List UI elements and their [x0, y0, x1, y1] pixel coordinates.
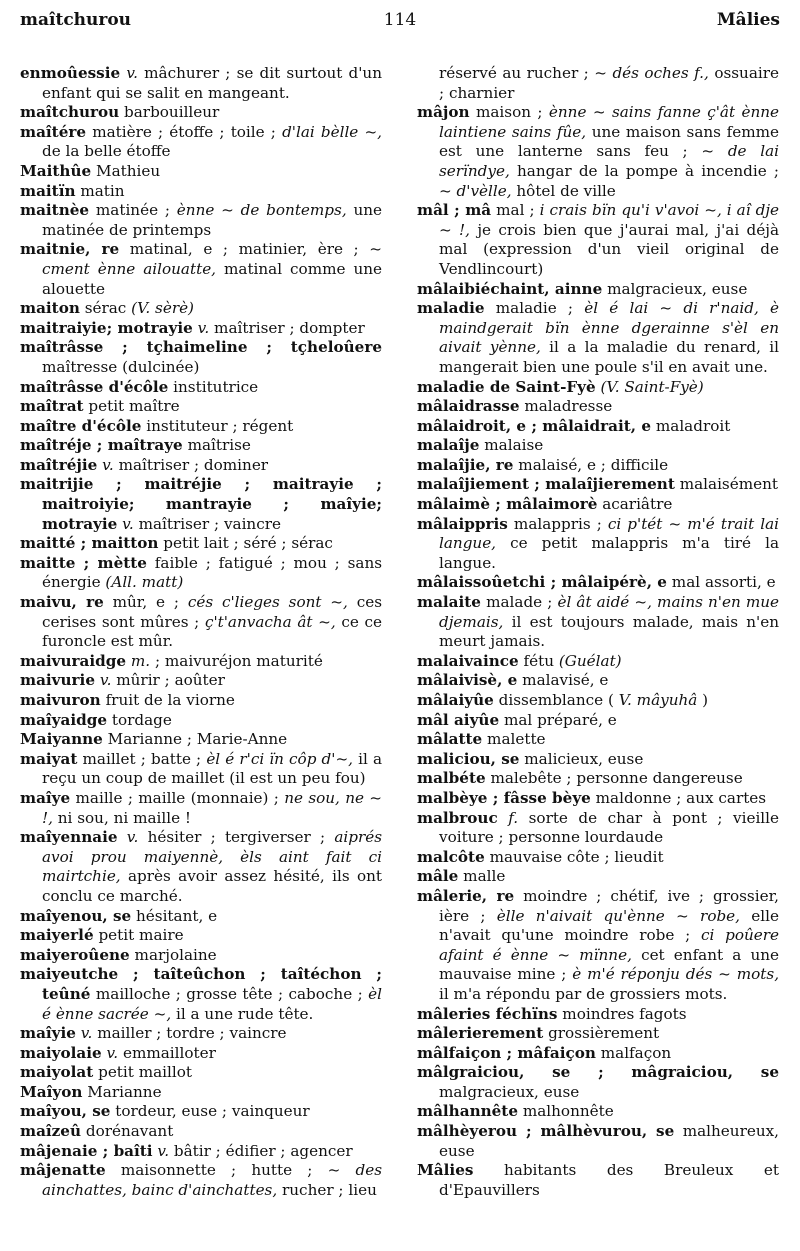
dictionary-entry [20, 965, 382, 1024]
definition: maillet ; batte ; [82, 749, 202, 768]
definition: moindre ; chétif, ive ; grossier, ière ; [439, 886, 779, 925]
example: ~ cment ènne ailouatte, [42, 240, 383, 278]
headword: mâlaibiéchaint, ainne [417, 279, 603, 298]
headword: maîyenou, se [20, 906, 132, 925]
dictionary-entry [417, 299, 779, 377]
left-column [20, 64, 382, 1200]
headword: mâlaidrasse [417, 397, 520, 416]
definition: mûr, e ; [112, 593, 179, 612]
example: ~ dés oches f., [594, 64, 709, 82]
part-of-speech: v. [102, 455, 114, 474]
dictionary-entry [20, 1083, 382, 1103]
headword: maiyolat [20, 1063, 94, 1082]
definition: tordage [111, 710, 172, 729]
definition: fruit de la viorne [105, 691, 235, 709]
definition: ossuaire ; charnier [439, 64, 779, 102]
dictionary-entry [20, 711, 382, 731]
part-of-speech: v. [106, 1043, 119, 1062]
headword: mâjenatte [20, 1161, 106, 1180]
example: è m'é réponju dés ~ mots, [572, 965, 780, 984]
definition: maldonne ; aux cartes [595, 788, 767, 807]
definition: malade ; [486, 593, 553, 612]
dictionary-entry [417, 280, 779, 300]
definition: moindres fagots [562, 1004, 687, 1023]
dictionary-entry [20, 907, 382, 927]
definition: maladie ; [495, 299, 574, 318]
definition: mal assorti, e [671, 573, 776, 592]
dictionary-entry [20, 593, 382, 652]
dictionary-entry [417, 475, 779, 495]
headword: mâlhèyerou ; mâlhèvurou, se [417, 1122, 675, 1141]
definition: elle n'avait qu'une moindre robe ; [439, 906, 779, 945]
dictionary-entry [20, 436, 382, 456]
definition: malavisé, e [522, 671, 609, 690]
headword: maladie [417, 299, 485, 318]
example: ènne ~ de bontemps, [176, 201, 347, 220]
example: èl é lai ~ di r'naid, è maindgerait bïn ènne dgerainne s'èl en aivait yènne, [439, 299, 779, 357]
headword: maîtére [20, 122, 87, 141]
definition: maîtriser ; dompter [214, 318, 365, 337]
definition: Mathieu [96, 161, 161, 180]
dictionary-entry [20, 240, 382, 299]
headword: maladie de Saint-Fyè [417, 377, 596, 396]
dictionary-entry [20, 946, 382, 966]
dictionary-entry [417, 1161, 779, 1200]
headword: mâlaissoûetchi ; mâlaipérè, e [417, 573, 667, 592]
definition: acariâtre [602, 495, 673, 514]
definition: fétu [523, 651, 555, 670]
definition: institutrice [173, 377, 259, 396]
definition: une matinée de printemps [42, 201, 383, 239]
part-of-speech: v. [99, 671, 112, 690]
headword: mâlaidroit, e ; mâlaidrait, e [417, 416, 652, 435]
dictionary-entry [417, 495, 779, 515]
definition: maladresse [524, 397, 613, 416]
headword: maîyie [20, 1024, 76, 1043]
page-number: 114 [383, 10, 417, 30]
definition: hésiter ; tergiverser ; [147, 828, 326, 847]
dictionary-entry [20, 162, 382, 182]
dictionary-entry [417, 1005, 779, 1025]
dictionary-entry [417, 103, 779, 201]
definition: maison ; [475, 103, 543, 122]
definition: bâtir ; édifier ; agencer [173, 1141, 353, 1160]
part-of-speech: v. [80, 1024, 93, 1043]
definition: hangar de la pompe à incendie ; [517, 161, 780, 180]
dictionary-entry [20, 691, 382, 711]
dictionary-entry [417, 201, 779, 279]
definition: maladroit [655, 416, 731, 435]
dictionary-entry [20, 123, 382, 162]
headword: mâlaiyûe [417, 691, 494, 709]
part-of-speech: v. [197, 318, 210, 337]
headword: maivu, re [20, 593, 104, 612]
definition: il est toujours malade, mais n'en meurt jamais. [439, 612, 779, 651]
definition: matière ; étoffe ; toile ; [92, 122, 276, 141]
headword: mâlerie, re [417, 886, 515, 905]
definition: dorénavant [85, 1122, 174, 1141]
headword: mâlgraiciou, se ; mâgraiciou, se [417, 1063, 779, 1082]
dictionary-entry [417, 417, 779, 437]
definition: malicieux, euse [524, 749, 644, 768]
dictionary-entry [20, 534, 382, 554]
definition: ; maivuréjon maturité [154, 651, 323, 670]
headword: maivuraidge [20, 651, 127, 670]
definition: ) [702, 691, 709, 709]
definition: Marianne [87, 1082, 162, 1101]
example: V. mâyuhâ [618, 691, 698, 709]
headword: maîtréjie [20, 455, 98, 474]
headword: malaite [417, 593, 481, 612]
headword: maliciou, se [417, 749, 520, 768]
page-header [20, 10, 780, 40]
definition: hôtel de ville [516, 181, 616, 200]
headword: maîtchurou [20, 103, 120, 122]
dictionary-entry [417, 378, 779, 398]
dictionary-entry [417, 436, 779, 456]
definition: rucher ; lieu [282, 1180, 377, 1199]
headword: maiton [20, 299, 80, 318]
definition: maisonnette ; hutte ; [120, 1161, 313, 1180]
headword: mâjon [417, 103, 470, 122]
example: ne sou, ne ~ !, [42, 788, 383, 827]
dictionary-entry [20, 319, 382, 339]
dictionary-entry [417, 691, 779, 711]
dictionary-entry [417, 573, 779, 593]
right-column [417, 64, 779, 1200]
dictionary-entry [417, 64, 779, 103]
dictionary-entry [20, 182, 382, 202]
definition: malgracieux, euse [607, 279, 748, 298]
guide-word-right: Mâlies [716, 10, 780, 30]
dictionary-entry [417, 1063, 779, 1102]
dictionary-entry [20, 397, 382, 417]
headword: maiyolaie [20, 1043, 102, 1062]
headword: maîzeû [20, 1122, 82, 1141]
definition: après avoir assez hésité, ils ont conclu ce marché. [42, 867, 382, 905]
example: ci p'tét ~ m'é trait lai langue, [439, 514, 780, 553]
headword: maîyennaie [20, 828, 118, 847]
headword: Maiyanne [20, 730, 103, 749]
dictionary-entry [20, 1044, 382, 1064]
dictionary-entry [20, 789, 382, 828]
headword: maîtrat [20, 397, 84, 416]
headword: maîye [20, 788, 71, 807]
example: ~ des ainchattes, bainc d'ainchattes, [42, 1161, 382, 1199]
dictionary-entry [20, 554, 382, 593]
definition: malaise [484, 436, 544, 455]
definition: maîtriser ; dominer [118, 455, 269, 474]
example: èl ât aidé ~, mains n'en mue djemais, [439, 593, 780, 631]
example: aiprés avoi prou maiyennè, èls aint fait ci mairtchie, [42, 828, 383, 886]
definition: il a la maladie du renard, il mangerait bien une poule s'il en avait une. [439, 338, 780, 376]
headword: maitïn [20, 181, 76, 200]
headword: mâle [417, 867, 459, 886]
definition: matinée ; [95, 201, 170, 220]
headword: maîtrâsse ; tçhaimeline ; tçheloûere [20, 338, 382, 357]
headword: enmoûessie [20, 64, 121, 82]
headword: malcôte [417, 847, 485, 866]
definition: il a reçu un coup de maillet (il est un peu fou) [42, 749, 383, 788]
definition: mûrir ; aoûter [116, 671, 225, 690]
example: cés c'lieges sont ~, [187, 593, 348, 612]
headword: mâlhannête [417, 1102, 518, 1121]
dictionary-entry [20, 1161, 382, 1200]
headword: malaîjiement ; malaîjierement [417, 475, 675, 494]
example: d'lai bèlle ~, [282, 122, 382, 141]
headword: maivuron [20, 691, 101, 709]
definition: malebête ; personne dangereuse [490, 769, 743, 788]
definition: barbouilleur [124, 103, 220, 122]
definition: habitants des Breuleux et d'Epauvillers [439, 1161, 779, 1199]
definition: matinal, e ; matinier, ère ; [129, 240, 359, 259]
example: (Guélat) [558, 651, 622, 670]
dictionary-entry [20, 1122, 382, 1142]
dictionary-entry [20, 299, 382, 319]
headword: malbéte [417, 769, 486, 788]
definition: ce ce furoncle est mûr. [42, 612, 383, 651]
dictionary-entry [20, 338, 382, 377]
dictionary-entry [20, 828, 382, 906]
guide-word-left: maîtchurou [20, 10, 132, 30]
headword: mâlaippris [417, 514, 508, 533]
definition: il a une rude tête. [175, 1004, 314, 1023]
dictionary-entry [20, 1024, 382, 1044]
part-of-speech: v. [126, 828, 139, 847]
definition: mailloche ; grosse tête ; caboche ; [95, 984, 363, 1003]
headword: malbrouc [417, 808, 498, 827]
headword: mâleries féchïns [417, 1004, 558, 1023]
definition: petit maire [98, 926, 184, 945]
definition: maîtresse (dulcinée) [42, 357, 200, 376]
definition: faible ; fatigué ; mou ; sans énergie [42, 553, 383, 592]
example: èlle n'aivait qu'ènne ~ robe, [496, 906, 740, 925]
definition: mal préparé, e [503, 710, 617, 729]
headword: malaivaince [417, 651, 519, 670]
definition: malaisé, e ; difficile [518, 455, 669, 474]
dictionary-entry [417, 809, 779, 848]
headword: mâlfaiçon ; mâfaiçon [417, 1043, 596, 1062]
definition: Marianne ; Marie-Anne [107, 730, 288, 749]
headword: maiyeutche ; taîteûchon ; taîtéchon ; teûné [20, 965, 382, 1003]
dictionary-entry [417, 456, 779, 476]
example: ènne ~ sains fanne ç'ât ènne laintiene sains fûe, [439, 103, 779, 141]
dictionary-entry [417, 1044, 779, 1064]
dictionary-entry [417, 593, 779, 652]
dictionary-entry [417, 671, 779, 691]
dictionary-entry [417, 730, 779, 750]
definition: malgracieux, euse [439, 1082, 580, 1101]
example: ~ d'vèlle, [439, 181, 512, 200]
headword: maîyaidge [20, 710, 108, 729]
definition: malhonnête [522, 1102, 614, 1121]
dictionary-entry [20, 750, 382, 789]
dictionary-entry [20, 64, 382, 103]
definition: maille ; maille (monnaie) ; [75, 788, 279, 807]
dictionary-entry [20, 671, 382, 691]
dictionary-entry [417, 789, 779, 809]
example: (V. Saint-Fyè) [600, 377, 704, 396]
definition: mal ; [496, 201, 535, 220]
definition: petit maître [88, 397, 180, 416]
definition: ce petit malappris m'a tiré la langue. [439, 534, 779, 572]
definition: dissemblance ( [498, 691, 614, 709]
headword: mâlerierement [417, 1024, 544, 1043]
part-of-speech: m. [130, 651, 151, 670]
definition: je crois bien que j'aurai mal, j'ai déjà mal (expression d'un vieil original de Vendlincourt) [439, 220, 779, 278]
dictionary-entry [20, 1063, 382, 1083]
definition: maîtriser ; vaincre [138, 514, 281, 533]
dictionary-entry [20, 103, 382, 123]
dictionary-entry [417, 397, 779, 417]
definition: malette [487, 730, 546, 749]
headword: Maîyon [20, 1082, 83, 1101]
definition: emmailloter [122, 1043, 216, 1062]
headword: maîyou, se [20, 1102, 111, 1121]
dictionary-entry [417, 887, 779, 1005]
headword: maître d'écôle [20, 416, 142, 435]
headword: Mâlies [417, 1161, 474, 1180]
dictionary-entry [417, 652, 779, 672]
definition: mailler ; tordre ; vaincre [97, 1024, 287, 1043]
example: ~ de lai serïndye, [439, 142, 779, 180]
dictionary-entry [417, 1024, 779, 1044]
definition: malappris ; [513, 514, 602, 533]
headword: maiyeroûene [20, 945, 130, 964]
headword: maitnèe [20, 201, 90, 220]
example: (All. matt) [105, 573, 184, 592]
example: ci poûere afaint é ènne ~ mïnne, [439, 926, 780, 964]
definition: petit lait ; séré ; sérac [163, 534, 333, 553]
dictionary-entry [417, 848, 779, 868]
example: (V. sèrè) [131, 299, 194, 318]
dictionary-entry [20, 652, 382, 672]
dictionary-entry [417, 867, 779, 887]
definition: sorte de char à pont ; vieille voiture ; personne lourdaude [439, 808, 780, 847]
dictionary-entry [417, 1102, 779, 1122]
definition: sérac [84, 299, 127, 318]
headword: maitté ; maitton [20, 534, 159, 553]
part-of-speech: v. [157, 1141, 170, 1160]
definition: malfaçon [600, 1043, 672, 1062]
headword: malaîjie, re [417, 455, 514, 474]
headword: mâlaivisè, e [417, 671, 518, 690]
definition: petit maillot [98, 1063, 192, 1082]
definition: réservé au rucher ; [439, 64, 589, 82]
definition: malaisément [679, 475, 778, 494]
definition: mauvaise côte ; lieudit [489, 847, 664, 866]
dictionary-entry [20, 475, 382, 534]
part-of-speech: v. [122, 514, 134, 533]
headword: maitnie, re [20, 240, 120, 259]
definition: matinal comme une alouette [42, 259, 383, 298]
definition: marjolaine [134, 945, 217, 964]
definition: matin [80, 181, 125, 200]
headword: maiyerlé [20, 926, 94, 945]
definition: malheureux, euse [439, 1122, 779, 1160]
dictionary-entry [20, 201, 382, 240]
definition: instituteur ; régent [146, 416, 294, 435]
dictionary-entry [20, 1142, 382, 1162]
dictionary-entry [20, 730, 382, 750]
headword: maîtréje ; maîtraye [20, 436, 183, 455]
definition: tordeur, euse ; vainqueur [115, 1102, 310, 1121]
dictionary-entry [20, 456, 382, 476]
dictionary-entry [417, 769, 779, 789]
definition: une maison sans femme est une lanterne sans feu ; [439, 122, 779, 161]
part-of-speech: v. [126, 64, 138, 82]
definition: malle [463, 867, 506, 886]
definition: mâchurer ; se dit surtout d'un enfant qui se salit en mangeant. [42, 64, 382, 102]
dictionary-entry [20, 417, 382, 437]
headword: mâlatte [417, 730, 483, 749]
dictionary-entry [417, 711, 779, 731]
headword: mâjenaie ; baîti [20, 1141, 153, 1160]
definition: grossièrement [548, 1024, 660, 1043]
headword: malaîje [417, 436, 480, 455]
definition: il m'a répondu par de grossiers mots. [439, 984, 728, 1003]
dictionary-entry [20, 926, 382, 946]
headword: Maithûe [20, 161, 92, 180]
definition: ni sou, ni maille ! [57, 808, 192, 827]
example: èl é ènne sacrée ~, [42, 984, 383, 1023]
example: ç't'anvacha ât ~, [204, 612, 336, 631]
headword: maiyat [20, 749, 78, 768]
headword: maitrijie ; maitréjie ; maitrayie ; maitroiyie; mantrayie ; maîyie; motrayie [20, 475, 382, 533]
dictionary-entry [417, 1122, 779, 1161]
definition: hésitant, e [136, 906, 218, 925]
headword: maîtrâsse d'écôle [20, 377, 169, 396]
headword: maitte ; mètte [20, 553, 147, 572]
definition: cet enfant a une mauvaise mine ; [439, 945, 780, 984]
headword: malbèye ; fâsse bèye [417, 788, 591, 807]
definition: de la belle étoffe [42, 142, 171, 161]
headword: maivurie [20, 671, 95, 690]
definition: maîtrise [187, 436, 251, 455]
headword: mâl aiyûe [417, 710, 500, 729]
dictionary-entry [20, 378, 382, 398]
headword: mâlaimè ; mâlaimorè [417, 495, 598, 514]
dictionary-entry [417, 515, 779, 574]
definition: ces cerises sont mûres ; [42, 593, 382, 631]
headword: mâl ; mâ [417, 201, 492, 220]
example: èl é r'ci ïn côp d'~, [206, 749, 353, 768]
part-of-speech: f. [508, 808, 519, 827]
headword: maitraiyie; motrayie [20, 318, 193, 337]
example: i crais bïn qu'i v'avoi ~, i aî dje ~ !, [439, 201, 780, 239]
dictionary-entry [20, 1102, 382, 1122]
dictionary-entry [417, 750, 779, 770]
